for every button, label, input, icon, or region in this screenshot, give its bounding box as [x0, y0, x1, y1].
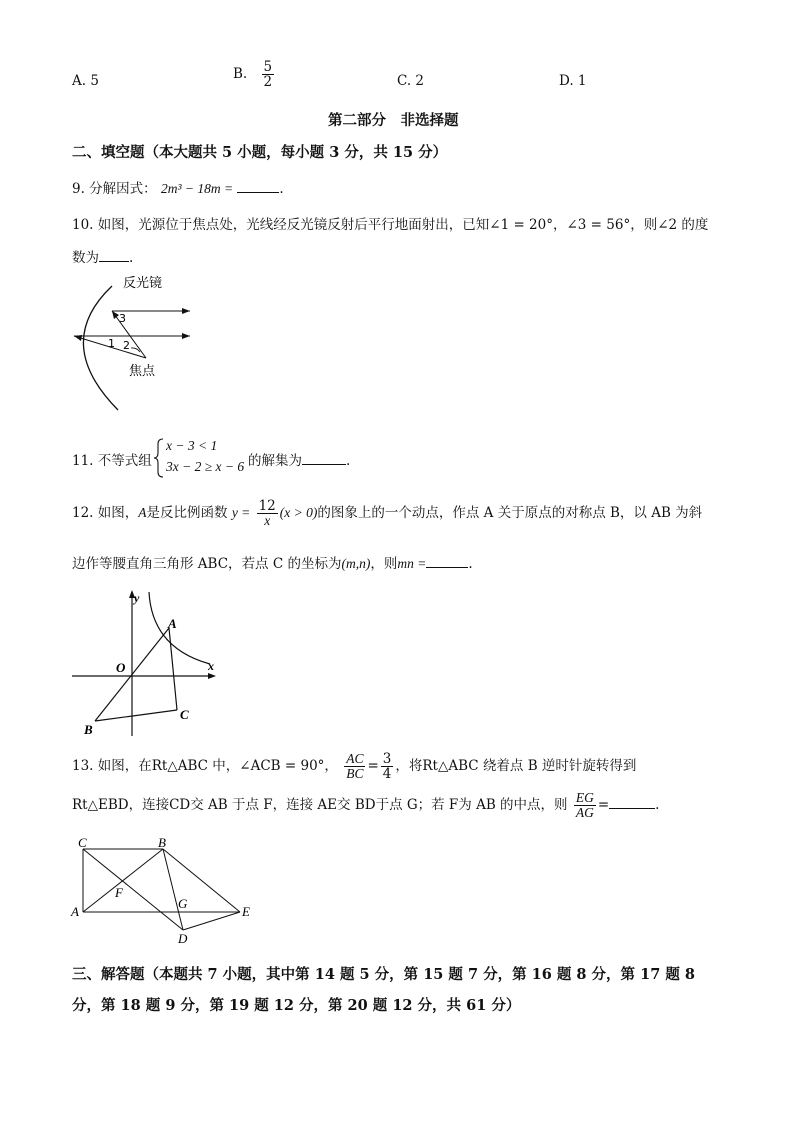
q10-line-1: 10. 如图，光源位于焦点处，光线经反光镜反射后平行地面射出，已知∠1 = 20°，∠3 = 56°，则∠2 的度 [72, 217, 709, 233]
segment-de [183, 912, 240, 930]
q12-coord: (m,n) [341, 556, 371, 571]
mirror-label: 反光镜 [123, 276, 163, 291]
label-g: G [178, 896, 188, 911]
label-a: A [71, 904, 79, 919]
q10-answer-blank [99, 260, 129, 262]
q13-answer-blank [609, 807, 655, 809]
q13-equals: = [367, 758, 379, 775]
option-d: D. 1 [559, 73, 587, 89]
q13-value-fraction [381, 752, 394, 781]
angle-2-label: 2 [123, 339, 130, 352]
q12-line-1 [72, 499, 702, 528]
origin-label: O [116, 660, 126, 675]
q12-prefix: 12. 如图， [72, 505, 139, 522]
incident-ray-bottom-arrow [74, 335, 82, 341]
question-9: 9. 分解因式： 2m³ − 18m = . [72, 181, 284, 197]
option-b [233, 60, 276, 89]
segment-bd [163, 849, 183, 930]
option-b-fraction [262, 60, 275, 89]
ray-top-arrow [182, 308, 190, 314]
label-f: F [115, 885, 123, 900]
q13-line-1 [72, 752, 636, 781]
q13-line-2-text: Rt△EBD，连接CD交 AB 于点 F，连接 AE交 BD于点 G；若 F为 AB 的中点，则 [72, 797, 568, 814]
q13-value-numerator: 3 [382, 751, 392, 767]
q13-rotation-figure [68, 834, 258, 946]
segment-ac [169, 628, 177, 710]
ray-bottom-arrow [182, 333, 190, 339]
hyperbola-curve [149, 592, 210, 664]
q9-text: 9. 分解因式： [72, 181, 157, 197]
q11-prefix: 11. 不等式组 [72, 453, 152, 469]
option-c: C. 2 [397, 73, 425, 89]
q11-suffix: 的解集为 . [248, 453, 351, 469]
x-axis-label: x [208, 659, 214, 673]
q12-answer-blank [426, 566, 468, 568]
q10-line-2: 数为 . [72, 250, 134, 266]
segment-be [163, 849, 240, 912]
label-b: B [158, 835, 166, 850]
q13-answer-numerator: EG [575, 790, 594, 805]
point-a-label: A [168, 616, 177, 631]
q10-line-2-text: 数为 [72, 250, 99, 266]
segment-bc [95, 710, 177, 721]
q12-coordinate-figure [70, 588, 220, 740]
focus-label: 焦点 [129, 364, 156, 379]
q13-equals-2: = [597, 797, 610, 814]
angle-1-label: 1 [108, 337, 115, 350]
q12-func-numerator: 12 [258, 498, 276, 514]
q13-answer-denominator: AG [575, 805, 594, 821]
x-axis-arrow [208, 673, 216, 679]
part-title: 第二部分 非选择题 [328, 112, 459, 129]
q12-func-condition: (x > 0) [279, 505, 318, 521]
y-axis-label: y [134, 591, 140, 605]
q12-line-2-text: 边作等腰直角三角形 ABC，若点 C 的坐标为 [72, 556, 342, 572]
angle-3-label: 3 [119, 312, 126, 325]
q12-line-1-rest: 的图象上的一个动点，作点 A 关于原点的对称点 B，以 AB 为斜 [317, 505, 703, 522]
section-heading-answers-line-2: 分，第 18 题 9 分，第 19 题 12 分，第 20 题 12 分，共 61 分） [72, 997, 521, 1014]
q11-inequality-1: x − 3 < 1 [166, 438, 218, 453]
option-b-numerator: 5 [263, 59, 273, 75]
label-e: E [242, 904, 250, 919]
point-c-label: C [180, 707, 189, 722]
q13-ratio-numerator: AC [346, 751, 364, 766]
segment-cd [83, 849, 183, 930]
q12-func-fraction [257, 499, 278, 528]
q12-func-denominator: x [264, 513, 271, 529]
q9-answer-blank [237, 191, 279, 193]
q11-answer-blank [302, 463, 346, 465]
q11-brace [154, 438, 164, 478]
q12-func-text: 是反比例函数 [146, 505, 228, 522]
label-c: C [78, 835, 87, 850]
q13-answer-fraction [574, 791, 596, 820]
q13-line-2: Rt△EBD，连接CD交 AB 于点 F，连接 AE交 BD于点 G；若 F为 AB 的中点，则 $\frac{EG}{AG}$ = . [72, 790, 660, 821]
q9-expression: 2m³ − 18m = [160, 181, 234, 196]
point-b-label: B [84, 722, 93, 737]
q13-line-1-text: 13. 如图，在Rt△ABC 中，∠ACB = 90°， [72, 758, 338, 775]
q12-line-2-mid: ，则 [370, 556, 398, 572]
q11-inequality-2: 3x − 2 ≥ x − 6 [166, 459, 245, 474]
q12-mn: mn = [397, 556, 427, 571]
q13-ratio-fraction [344, 752, 365, 781]
q13-ratio-denominator: BC [346, 766, 364, 782]
section-heading-fill-blank: 二、填空题（本大题共 5 小题，每小题 3 分，共 15 分） [72, 144, 448, 161]
incident-ray-top-arrow [112, 311, 119, 319]
option-b-label: B. [233, 66, 248, 83]
q12-line-2: 边作等腰直角三角形 ABC，若点 C 的坐标为(m,n)，则mn = . [72, 556, 473, 572]
q13-value-denominator: 4 [382, 766, 392, 783]
section-heading-answers-line-1: 三、解答题（本题共 7 小题，其中第 14 题 5 分，第 15 题 7 分，第 16 题 8 分，第 17 题 8 [72, 966, 695, 983]
q11-suffix-text: 的解集为 [248, 453, 302, 469]
q12-point-a: A [138, 505, 147, 521]
q13-line-1-rest: ，将Rt△ABC 绕着点 B 逆时针旋转得到 [395, 758, 637, 775]
option-a: A. 5 [72, 73, 99, 89]
label-d: D [178, 931, 188, 946]
option-b-denominator: 2 [263, 74, 273, 91]
q12-func-lhs: y = [231, 505, 251, 521]
q10-reflector-figure [60, 268, 220, 418]
